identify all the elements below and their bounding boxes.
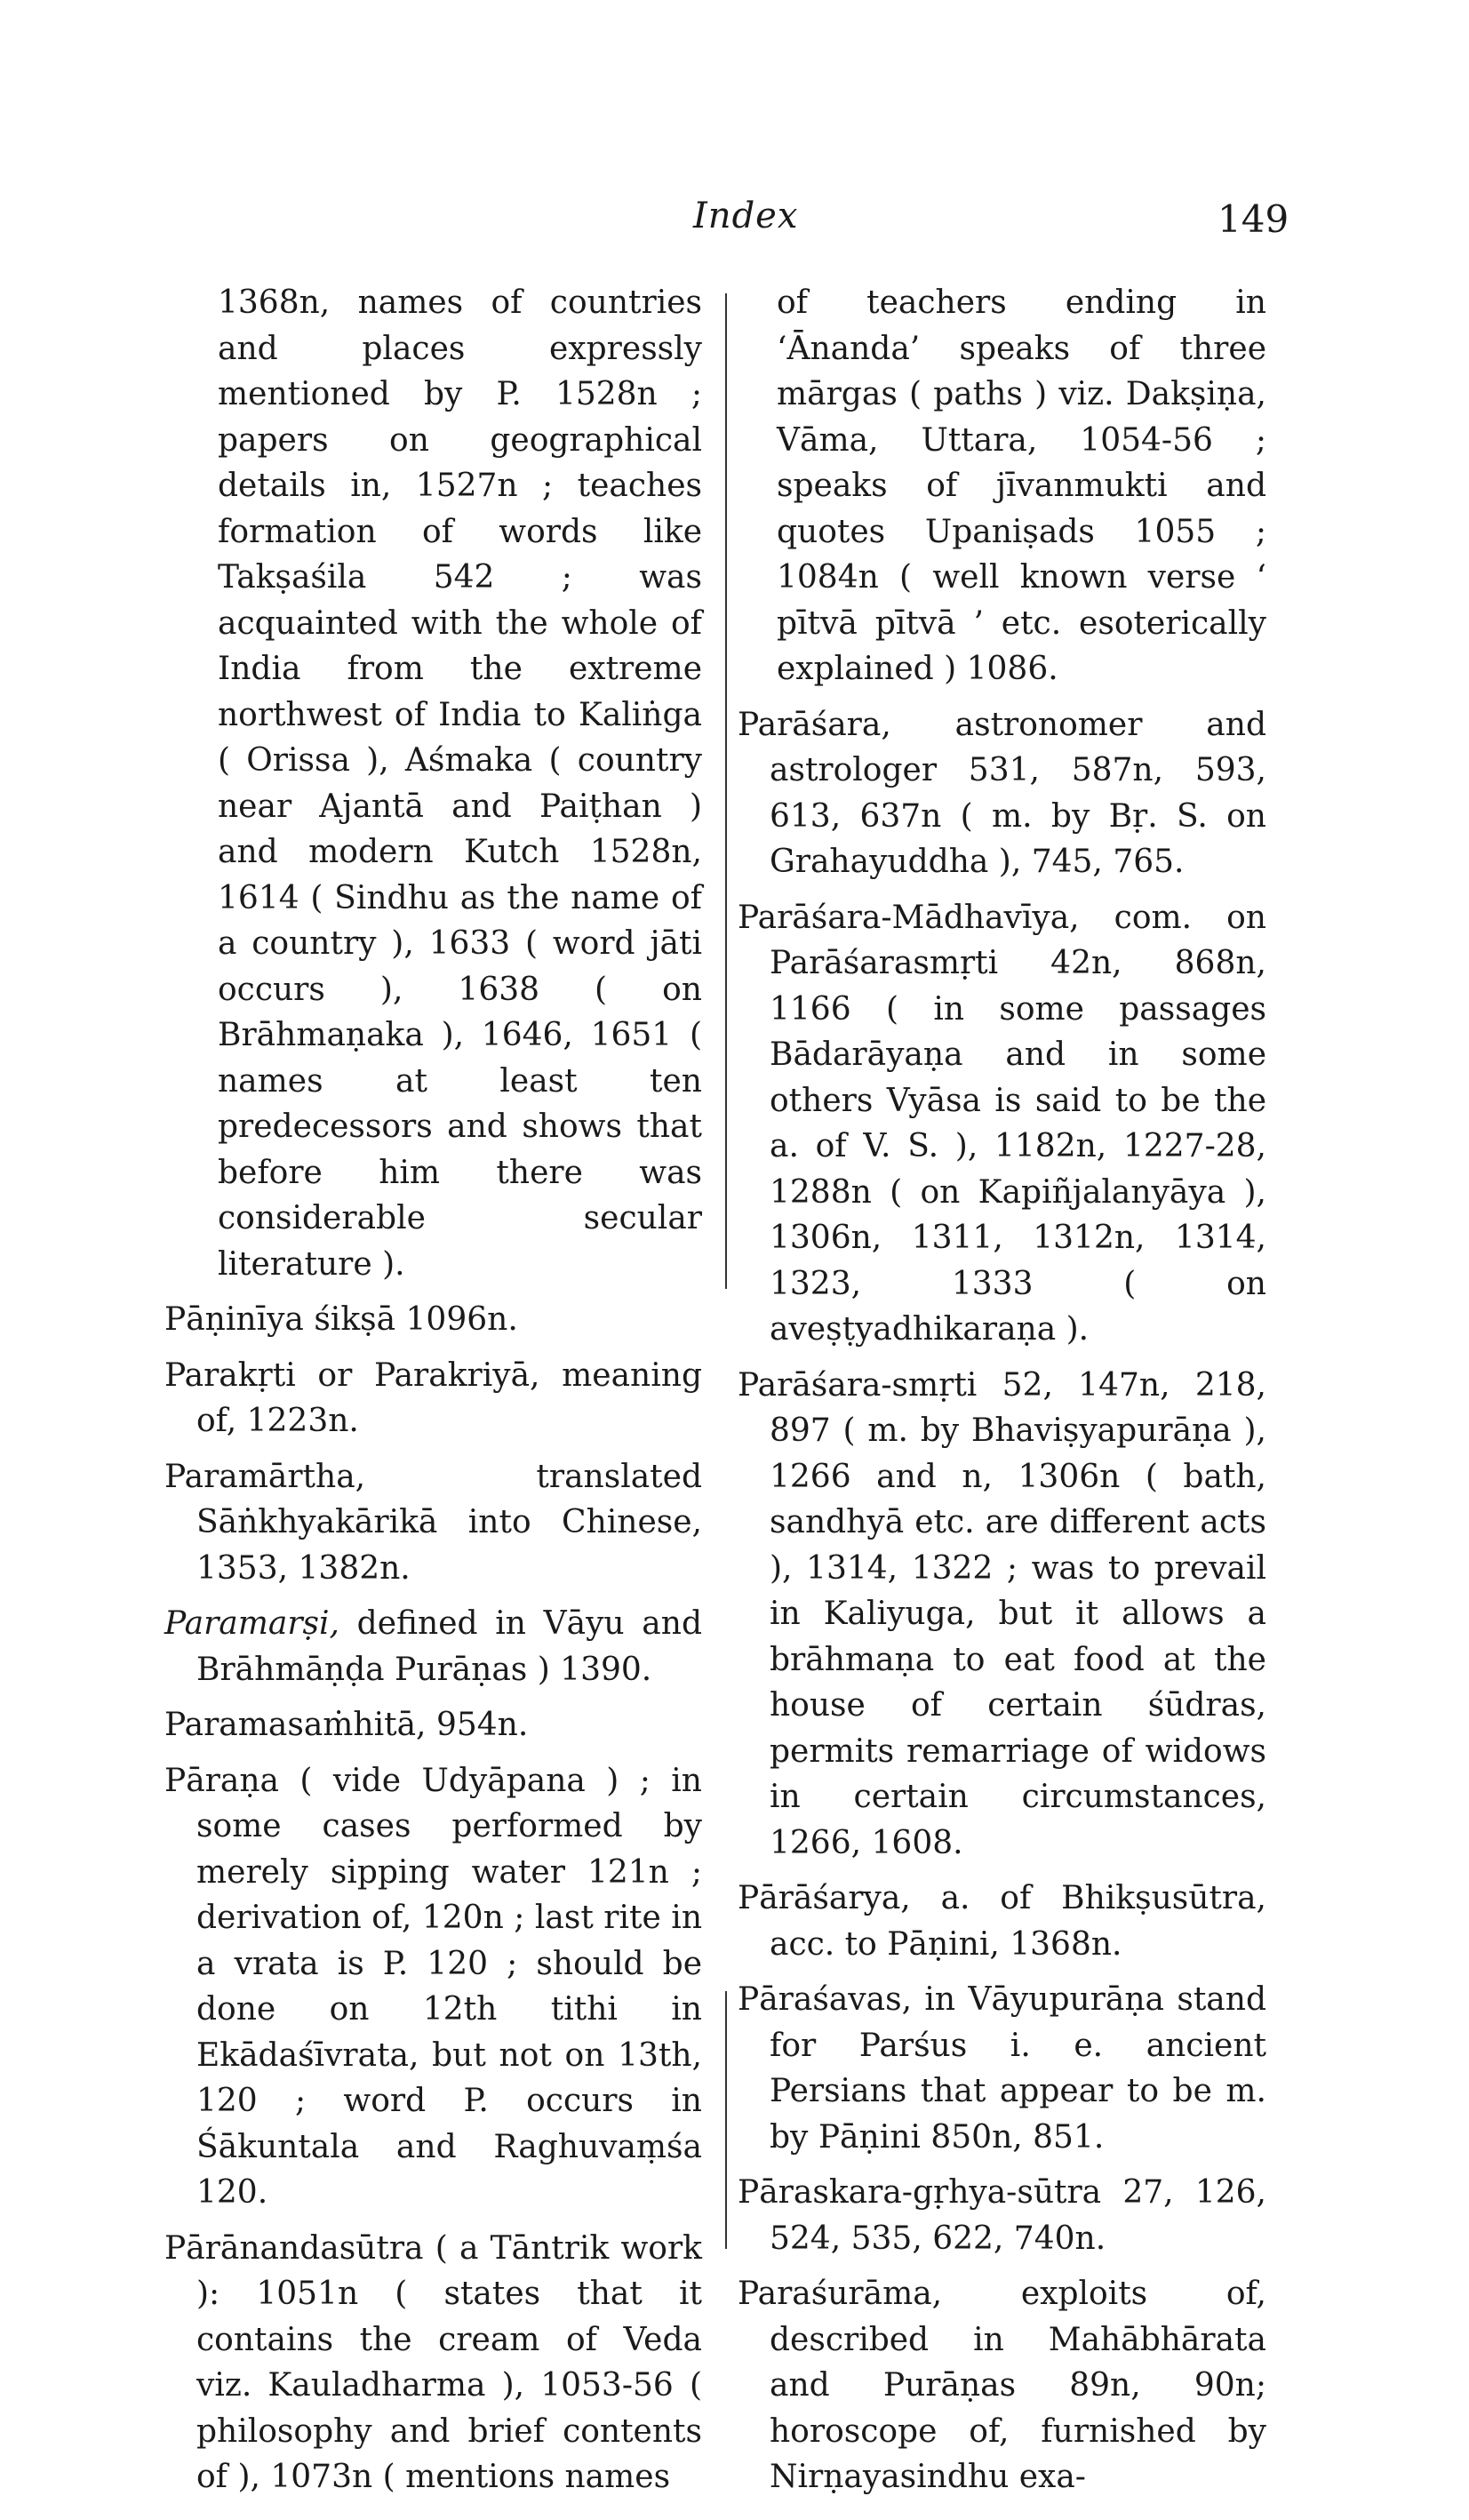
column-divider-lower bbox=[725, 1991, 727, 2249]
entry-text: 1096n. bbox=[395, 1301, 518, 1338]
page-number: 149 bbox=[1218, 197, 1289, 241]
index-entry bbox=[164, 1353, 702, 1444]
entry-term: Paramārtha, bbox=[164, 1458, 366, 1495]
index-entry bbox=[738, 702, 1266, 885]
entry-text: exploits of, described in Mahābhārata and Purāṇas 89n, 90n; horoscope of, furnished by Nirṇayasindhu exa- bbox=[770, 2276, 1266, 2495]
entry-term: Parakṛti or Parakriyā, bbox=[164, 1356, 540, 1394]
entry-term: Pāṇinīya śikṣā bbox=[164, 1301, 396, 1338]
entry-text: 954n. bbox=[426, 1707, 529, 1743]
index-entry bbox=[164, 1702, 702, 1748]
entry-term: Parāśara-smṛti bbox=[738, 1366, 978, 1404]
column-divider bbox=[725, 293, 727, 1289]
entry-term: Pārānandasūtra bbox=[164, 2229, 424, 2267]
entry-text: ( vide Udyāpana ) ; in some cases performed by merely sipping water 121n ; derivation of, 120n ; last rite in a vrata is P. 120 ; should be done on 12th tithi in Ekādaśīvrata, but not on 13th, 120 ; word P. occurs in Śākuntala and Raghuvaṃśa 120. bbox=[196, 1762, 702, 2211]
index-entry bbox=[738, 1876, 1266, 1967]
entry-text: defined in Vāyu and Brāhmāṇḍa Purāṇas ) 1390. bbox=[196, 1605, 702, 1688]
entry-term: Paramasaṁhitā, bbox=[164, 1707, 427, 1743]
left-column bbox=[164, 280, 702, 2510]
right-column bbox=[738, 280, 1266, 2510]
entry-text: in Vāyupurāṇa stand for Parśus i. e. ancient Persians that appear to be m. by Pāṇini 850n, 851. bbox=[770, 1981, 1266, 2156]
index-entry bbox=[164, 1758, 702, 2216]
continued-entry-text: of teachers ending in ‘Ānanda’ speaks of three mārgas ( paths ) viz. Dakṣiṇa, Vāma, Uttara, 1054-56 ; speaks of jīvanmukti and quotes Upaniṣads 1055 ; 1084n ( well known verse ‘ pītvā pītvā ’ etc. esoterically explained ) 1086. bbox=[777, 284, 1266, 687]
index-entry bbox=[164, 1454, 702, 1592]
entry-text: 52, 147n, 218, 897 ( m. by Bhaviṣyapurāṇa ), 1266 and n, 1306n ( bath, sandhyā etc. are different acts ), 1314, 1322 ; was to prevail in Kaliyuga, but it allows a brāhmaṇa to eat food at the house of certain śūdras, permits remarriage of widows in certain circumstances, 1266, 1608. bbox=[770, 1366, 1266, 1861]
entry-term: Pārāśarya, bbox=[738, 1880, 911, 1916]
index-entry bbox=[738, 1363, 1266, 1867]
continued-entry-text: 1368n, names of countries and places expressly mentioned by P. 1528n ; papers on geographical details in, 1527n ; teaches formation of words like Takṣaśila 542 ; was acquainted with the whole of India from the extreme northwest of India to Kaliṅga ( Orissa ), Aśmaka ( country near Ajantā and Paiṭhan ) and modern Kutch 1528n, 1614 ( Sindhu as the name of a country ), 1633 ( word jāti occurs ), 1638 ( on Brāhmaṇaka ), 1646, 1651 ( names at least ten predecessors and shows that before him there was considerable secular literature ). bbox=[218, 284, 702, 1283]
entry-text: ( a Tāntrik work ): 1051n ( states that it contains the cream of Veda viz. Kauladharma ), 1053-56 ( philosophy and brief contents of ), 1073n ( mentions names bbox=[196, 2229, 702, 2495]
entry-text: astronomer and astrologer 531, 587n, 593, 613, 637n ( m. by Bṛ. S. on Grahayuddha ), 745, 765. bbox=[770, 706, 1266, 880]
entry-text: 27, 126, 524, 535, 622, 740n. bbox=[770, 2174, 1266, 2257]
entry-text: meaning of, 1223n. bbox=[196, 1356, 702, 1439]
index-entry bbox=[738, 1977, 1266, 2160]
entry-term: Parāśara-Mādhavīya, bbox=[738, 899, 1080, 936]
index-entry bbox=[738, 895, 1266, 1353]
running-title: Index bbox=[693, 196, 799, 236]
index-entry bbox=[164, 1601, 702, 1692]
index-entry bbox=[738, 2170, 1266, 2261]
entry-term: Pāraskara-gṛhya-sūtra bbox=[738, 2174, 1102, 2211]
entry-term: Pāraśavas, bbox=[738, 1981, 913, 2018]
entry-text: translated Sāṅkhyakārikā into Chinese, 1353, 1382n. bbox=[196, 1458, 702, 1587]
entry-text: com. on Parāśarasmṛti 42n, 868n, 1166 ( in some passages Bādarāyaṇa and in some others Vyāsa is said to be the a. of V. S. ), 1182n, 1227-28, 1288n ( on Kapiñjalanyāya ), 1306n, 1311, 1312n, 1314, 1323, 1333 ( on aveṣṭyadhikaraṇa ). bbox=[770, 899, 1266, 1348]
entry-term: Paraśurāma, bbox=[738, 2276, 943, 2312]
entry-term: Paramarṣi, bbox=[164, 1605, 339, 1642]
entry-term: Parāśara, bbox=[738, 706, 891, 743]
index-entry bbox=[164, 2226, 702, 2500]
entry-text: a. of Bhikṣusūtra, acc. to Pāṇini, 1368n. bbox=[770, 1880, 1266, 1963]
entry-term: Pāraṇa bbox=[164, 1762, 280, 1799]
index-entry bbox=[164, 1297, 702, 1343]
index-entry bbox=[738, 2271, 1266, 2500]
